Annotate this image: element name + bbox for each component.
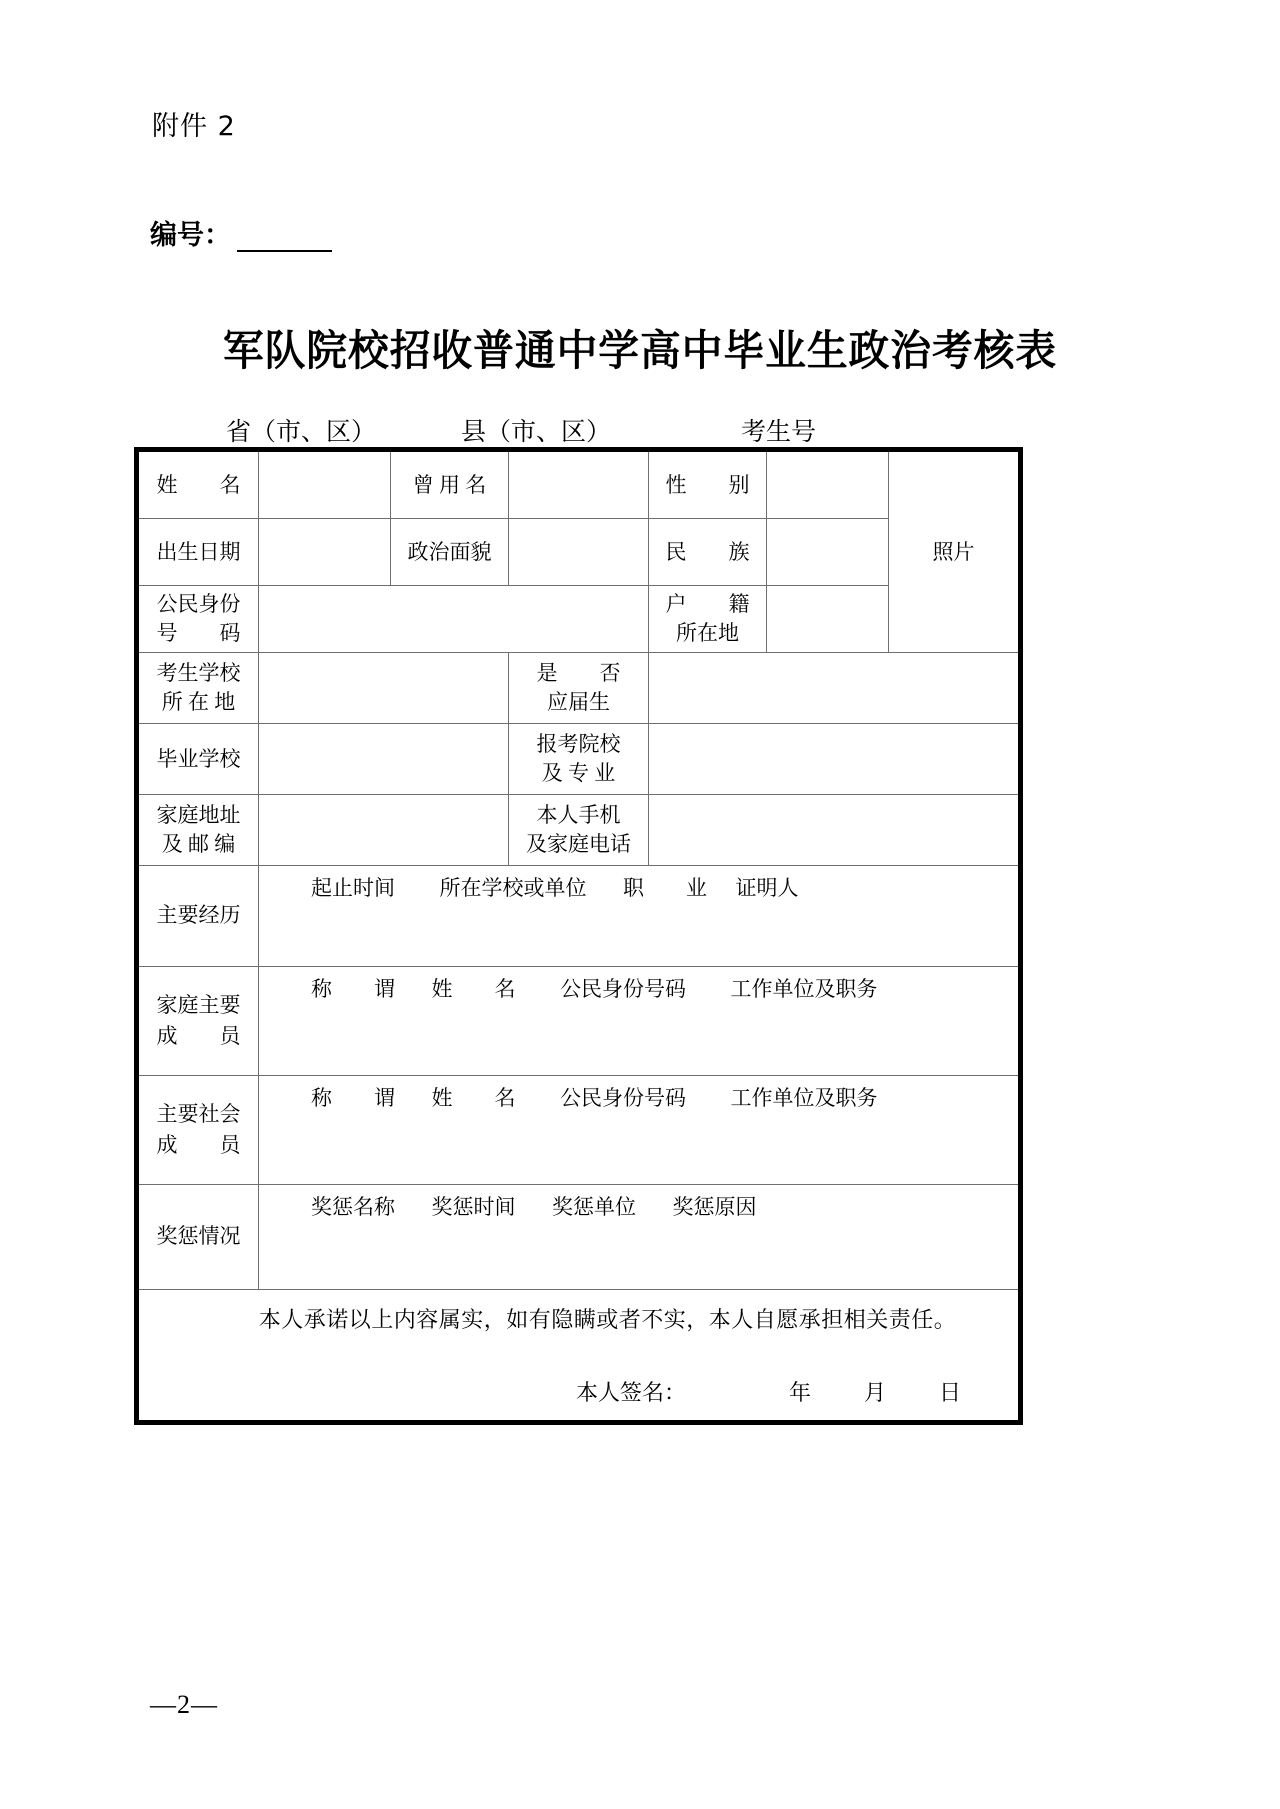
- table-row-birthdate: [137, 519, 1021, 586]
- label-social-members-line1: 主要社会: [156, 1101, 241, 1126]
- col-work-unit: 工作单位及职务: [730, 977, 878, 1001]
- col-id-number: 公民身份号码: [560, 1086, 686, 1110]
- exam-number-input[interactable]: [816, 425, 966, 448]
- page-title: 军队院校招收普通中学高中毕业生政治考核表: [222, 326, 1058, 375]
- col-relation: 称 谓: [311, 1086, 395, 1110]
- col-occupation: 职 业: [623, 876, 707, 900]
- label-name: 姓 名: [137, 450, 259, 519]
- serial-number-input[interactable]: [237, 224, 332, 252]
- col-name: 姓 名: [431, 1086, 516, 1110]
- field-social-members[interactable]: [259, 1076, 1021, 1185]
- label-phone: [509, 795, 649, 866]
- field-former-name[interactable]: [509, 450, 649, 519]
- day-label: 日: [939, 1380, 962, 1405]
- label-school-location-line2: 所 在 地: [161, 690, 236, 714]
- label-home-address-line1: 家庭地址: [156, 802, 241, 827]
- label-family-members-line2: 成 员: [156, 1024, 241, 1048]
- col-work-unit: 工作单位及职务: [730, 1086, 878, 1110]
- declaration-cell: [137, 1290, 1021, 1423]
- page-number: —2—: [150, 1690, 218, 1719]
- political-review-form-table: [134, 447, 1023, 1425]
- label-school-location: [137, 653, 259, 724]
- field-rewards-punishments[interactable]: [259, 1185, 1021, 1290]
- label-id-number-line2: 号 码: [156, 621, 241, 645]
- exam-number-label: 考生号: [741, 419, 817, 446]
- field-graduate-school[interactable]: [259, 724, 509, 795]
- region-line: [136, 412, 976, 448]
- label-ethnicity: 民 族: [649, 519, 767, 586]
- label-school-location-line1: 考生学校: [156, 660, 241, 685]
- label-phone-line2: 及家庭电话: [526, 832, 631, 856]
- col-rp-name: 奖惩名称: [311, 1195, 395, 1219]
- col-witness: 证明人: [735, 876, 799, 900]
- label-gender: 性 别: [649, 450, 767, 519]
- table-row-graduate-school: [137, 724, 1021, 795]
- label-family-members-line1: 家庭主要: [156, 992, 241, 1017]
- field-phone[interactable]: [649, 795, 1021, 866]
- label-rewards-punishments: 奖惩情况: [137, 1185, 259, 1290]
- family-members-column-headers: [259, 967, 1018, 1003]
- month-label: 月: [864, 1380, 887, 1405]
- label-social-members: [137, 1076, 259, 1185]
- label-birthdate: 出生日期: [137, 519, 259, 586]
- field-applied-school[interactable]: [649, 724, 1021, 795]
- field-name[interactable]: [259, 450, 391, 519]
- field-gender[interactable]: [767, 450, 889, 519]
- col-school-or-unit: 所在学校或单位: [439, 876, 587, 900]
- label-id-number: [137, 586, 259, 653]
- social-members-column-headers: [259, 1076, 1018, 1112]
- field-political-status[interactable]: [509, 519, 649, 586]
- table-row-id-number: [137, 586, 1021, 653]
- province-input[interactable]: [136, 425, 226, 448]
- field-is-fresh-graduate[interactable]: [649, 653, 1021, 724]
- field-id-number[interactable]: [259, 586, 649, 653]
- field-main-experience[interactable]: [259, 866, 1021, 967]
- label-applied-school-line1: 报考院校: [536, 731, 621, 756]
- year-label: 年: [788, 1380, 811, 1405]
- signature-label[interactable]: 本人签名：: [575, 1380, 686, 1405]
- table-row-declaration: [137, 1290, 1021, 1423]
- field-home-address[interactable]: [259, 795, 509, 866]
- label-former-name: 曾 用 名: [391, 450, 509, 519]
- table-row-rewards-punishments: [137, 1185, 1021, 1290]
- table-row-social-members: [137, 1076, 1021, 1185]
- col-name: 姓 名: [431, 977, 516, 1001]
- label-applied-school-line2: 及 专 业: [541, 761, 616, 785]
- field-family-members[interactable]: [259, 967, 1021, 1076]
- label-household-location: [649, 586, 767, 653]
- label-political-status: 政治面貌: [391, 519, 509, 586]
- label-graduate-school: 毕业学校: [137, 724, 259, 795]
- label-home-address: [137, 795, 259, 866]
- province-suffix-label: 省（市、区）: [226, 419, 377, 446]
- county-input[interactable]: [376, 425, 461, 448]
- label-family-members: [137, 967, 259, 1076]
- col-period: 起止时间: [311, 876, 395, 900]
- table-row-main-experience: [137, 866, 1021, 967]
- county-suffix-label: 县（市、区）: [461, 419, 612, 446]
- rewards-punishments-column-headers: [259, 1185, 1018, 1221]
- table-row-name: [137, 450, 1021, 519]
- col-relation: 称 谓: [311, 977, 395, 1001]
- label-is-fresh-line2: 应届生: [547, 690, 610, 714]
- col-id-number: 公民身份号码: [560, 977, 686, 1001]
- field-birthdate[interactable]: [259, 519, 391, 586]
- field-ethnicity[interactable]: [767, 519, 889, 586]
- table-row-school-location: [137, 653, 1021, 724]
- label-is-fresh-graduate: [509, 653, 649, 724]
- col-rp-time: 奖惩时间: [431, 1195, 516, 1219]
- field-school-location[interactable]: [259, 653, 509, 724]
- serial-label-hao: 号：: [177, 220, 231, 251]
- photo-cell[interactable]: 照片: [889, 450, 1021, 653]
- label-applied-school: [509, 724, 649, 795]
- label-phone-line1: 本人手机: [536, 802, 621, 827]
- serial-label-bian: 编: [150, 220, 177, 251]
- label-household-line2: 所在地: [676, 621, 739, 645]
- signature-line: [139, 1376, 1018, 1407]
- label-household-line1: 户 籍: [665, 591, 750, 616]
- label-is-fresh-line1: 是 否: [536, 660, 621, 685]
- table-row-home-address: [137, 795, 1021, 866]
- label-main-experience: 主要经历: [137, 866, 259, 967]
- label-home-address-line2: 及 邮 编: [161, 832, 236, 856]
- col-rp-reason: 奖惩原因: [672, 1195, 757, 1219]
- label-id-number-line1: 公民身份: [156, 591, 241, 616]
- col-rp-unit: 奖惩单位: [552, 1195, 636, 1219]
- attachment-label: 附件 2: [152, 111, 236, 142]
- label-social-members-line2: 成 员: [156, 1133, 241, 1157]
- field-household-location[interactable]: [767, 586, 889, 653]
- main-experience-column-headers: [259, 866, 1018, 902]
- declaration-statement: 本人承诺以上内容属实，如有隐瞒或者不实，本人自愿承担相关责任。: [258, 1307, 957, 1332]
- serial-number-row: [150, 213, 332, 252]
- table-row-family-members: [137, 967, 1021, 1076]
